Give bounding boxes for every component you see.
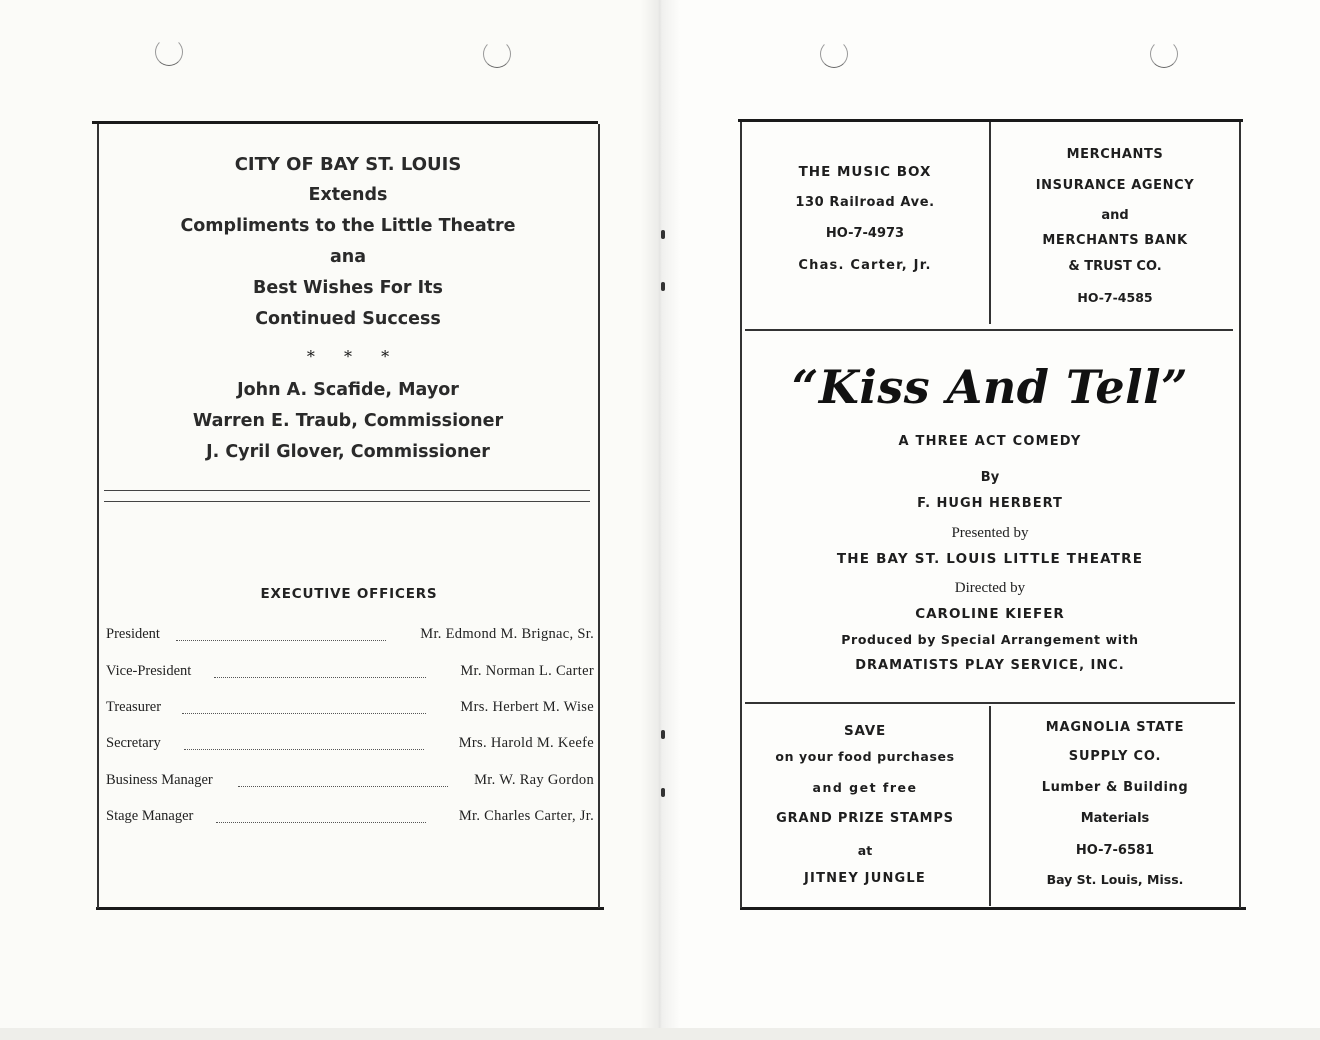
jitney-at: at (857, 843, 873, 858)
merchants-line5: & TRUST CO. (1068, 259, 1162, 274)
officer-name: Mr. Charles Carter, Jr. (458, 808, 594, 824)
magnolia-line1: MAGNOLIA STATE (1045, 720, 1185, 735)
officer-name: Mr. Edmond M. Brignac, Sr. (420, 626, 594, 642)
official-commissioner-2: J. Cyril Glover, Commissioner (206, 442, 490, 462)
dot-leader (182, 713, 426, 714)
divider-line (104, 501, 590, 502)
officer-name: Mr. W. Ray Gordon (474, 772, 594, 788)
music-box-phone: HO-7-4973 (825, 226, 905, 241)
officer-name: Mrs. Herbert M. Wise (460, 699, 594, 715)
city-compliments-line: Compliments to the Little Theatre (180, 216, 516, 236)
paper-edge (0, 1028, 1320, 1040)
music-box-address: 130 Railroad Ave. (795, 195, 935, 210)
jitney-stamps: GRAND PRIZE STAMPS (776, 811, 954, 826)
staple (661, 282, 665, 291)
staple (661, 788, 665, 797)
official-mayor: John A. Scafide, Mayor (237, 380, 459, 400)
lower-divider (745, 702, 1235, 704)
music-box-owner: Chas. Carter, Jr. (798, 258, 932, 273)
officer-row (106, 772, 594, 792)
merchants-ad (991, 122, 1239, 328)
bottom-rule (96, 907, 604, 910)
officer-role: Vice-President (106, 663, 192, 679)
play-produced-by: Produced by Special Arrangement with (841, 632, 1139, 647)
officer-role: Business Manager (106, 772, 213, 788)
play-author: F. HUGH HERBERT (917, 496, 1063, 511)
punch-hole (820, 40, 848, 68)
magnolia-city: Bay St. Louis, Miss. (1046, 872, 1184, 887)
official-commissioner-1: Warren E. Traub, Commissioner (192, 411, 504, 431)
officer-row (106, 808, 594, 828)
play-title: “Kiss And Tell” (791, 360, 1189, 414)
bottom-rule (740, 907, 1246, 910)
music-box-name: THE MUSIC BOX (798, 164, 932, 180)
jitney-line2: on your food purchases (775, 749, 955, 764)
officer-role: Stage Manager (106, 808, 194, 824)
officer-name: Mr. Norman L. Carter (460, 663, 594, 679)
music-box-ad (742, 122, 988, 328)
dot-leader (176, 640, 386, 641)
magnolia-line4: Materials (1080, 811, 1150, 826)
city-success: Continued Success (255, 309, 441, 329)
staple (661, 230, 665, 239)
executive-officers-title: EXECUTIVE OFFICERS (260, 586, 438, 602)
officer-row (106, 735, 594, 755)
play-producer: DRAMATISTS PLAY SERVICE, INC. (855, 658, 1125, 673)
city-extends: Extends (308, 185, 388, 205)
magnolia-phone: HO-7-6581 (1075, 843, 1155, 858)
star-separator: * * * (306, 347, 402, 366)
jitney-save: SAVE (843, 723, 887, 739)
dot-leader (216, 822, 426, 823)
dot-leader (214, 677, 426, 678)
staple (661, 730, 665, 739)
merchants-line1: MERCHANTS (1066, 147, 1164, 162)
jitney-jungle-ad (742, 706, 988, 906)
jitney-name: JITNEY JUNGLE (804, 871, 926, 886)
city-and: ana (329, 247, 367, 267)
city-compliments (98, 0, 598, 480)
magnolia-supply-ad (991, 706, 1239, 906)
officer-role: President (106, 626, 160, 642)
play-subtitle: A THREE ACT COMEDY (898, 434, 1082, 449)
divider-line (104, 490, 590, 491)
officer-role: Treasurer (106, 699, 162, 715)
play-by: By (980, 470, 1000, 485)
dot-leader (184, 749, 424, 750)
magnolia-line3: Lumber & Building (1041, 780, 1189, 795)
punch-hole (1150, 40, 1178, 68)
upper-divider (745, 329, 1233, 331)
officer-role: Secretary (106, 735, 161, 751)
officer-row (106, 626, 594, 646)
center-fold (640, 0, 680, 1040)
merchants-line3: and (1101, 208, 1129, 223)
city-wishes: Best Wishes For Its (253, 278, 443, 298)
play-block (742, 332, 1238, 700)
right-border (1239, 122, 1241, 908)
dot-leader (238, 786, 448, 787)
play-director: CAROLINE KIEFER (915, 606, 1065, 622)
play-presenter: THE BAY ST. LOUIS LITTLE THEATRE (836, 551, 1144, 567)
officer-row (106, 699, 594, 719)
magnolia-line2: SUPPLY CO. (1068, 749, 1162, 764)
play-directed-by: Directed by (954, 580, 1026, 596)
officer-name: Mrs. Harold M. Keefe (458, 735, 594, 751)
merchants-line4: MERCHANTS BANK (1042, 233, 1188, 248)
officer-row (106, 663, 594, 683)
merchants-line2: INSURANCE AGENCY (1035, 178, 1195, 193)
jitney-line3: and get free (812, 780, 918, 795)
city-title: CITY OF BAY ST. LOUIS (234, 154, 462, 175)
merchants-phone: HO-7-4585 (1077, 290, 1153, 305)
right-border (598, 124, 600, 908)
play-presented-by: Presented by (951, 525, 1029, 541)
